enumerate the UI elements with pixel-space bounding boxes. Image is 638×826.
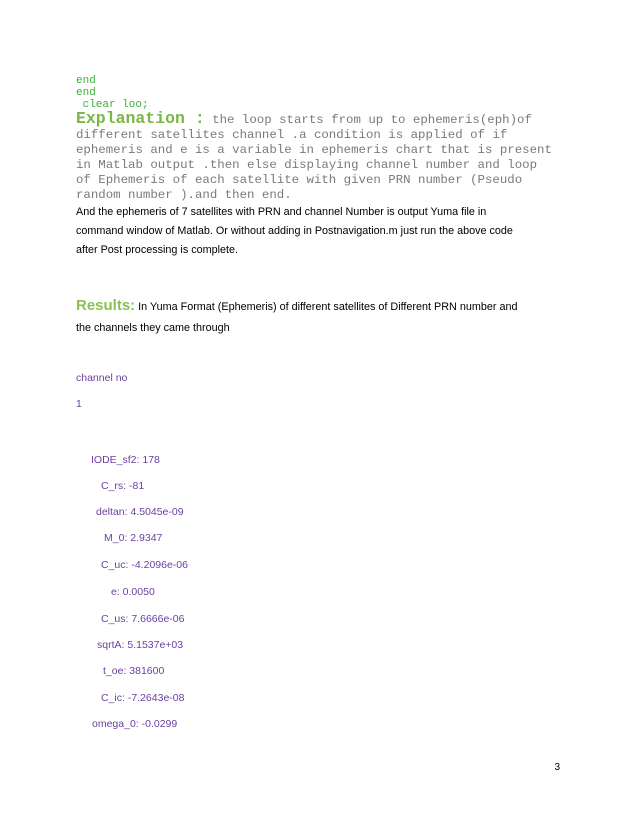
param-cic: C_ic: -7.2643e-08 [101, 692, 185, 704]
code-line: clear loo; [76, 99, 149, 111]
explanation-heading: Explanation : [76, 109, 205, 128]
param-cuc: C_uc: -4.2096e-06 [101, 559, 188, 571]
results-heading: Results: [76, 297, 136, 314]
paragraph-line: command window of Matlab. Or without adding in Postnavigation.m just run the above code [76, 225, 513, 237]
param-iode: IODE_sf2: 178 [91, 454, 160, 466]
explanation-line: random number ).and then end. [76, 188, 292, 202]
channel-label: channel no [76, 372, 128, 384]
param-crs: C_rs: -81 [101, 480, 145, 492]
param-omega0: omega_0: -0.0299 [92, 718, 178, 730]
param-cus: C_us: 7.6666e-06 [101, 613, 185, 625]
explanation-line: different satellites channel .a condition is applied of if [76, 128, 508, 142]
param-deltan: deltan: 4.5045e-09 [96, 506, 184, 518]
param-e: e: 0.0050 [111, 586, 155, 598]
paragraph-line: And the ephemeris of 7 satellites with PRN and channel Number is output Yuma file in [76, 206, 487, 218]
explanation-line: in Matlab output .then else displaying channel number and loop [76, 158, 538, 172]
param-toe: t_oe: 381600 [103, 665, 165, 677]
channel-value: 1 [76, 398, 82, 410]
param-m0: M_0: 2.9347 [104, 532, 163, 544]
results-text: In Yuma Format (Ephemeris) of different satellites of Different PRN number and [135, 301, 518, 313]
explanation-line: ephemeris and e is a variable in ephemeris chart that is present [76, 143, 552, 157]
results-section [76, 296, 576, 338]
paragraph-line: after Post processing is complete. [76, 244, 239, 256]
code-line: end [76, 75, 96, 87]
explanation-line: the loop starts from up to ephemeris(eph)of [204, 113, 532, 127]
param-sqrta: sqrtA: 5.1537e+03 [97, 639, 184, 651]
paragraph [76, 203, 576, 260]
explanation-line: of Ephemeris of each satellite with given PRN number (Pseudo [76, 173, 523, 187]
results-text: the channels they came through [76, 322, 230, 334]
page-number: 3 [554, 762, 560, 773]
explanation-block [76, 111, 576, 203]
code-snippet [76, 75, 149, 111]
code-line: end [76, 87, 96, 99]
